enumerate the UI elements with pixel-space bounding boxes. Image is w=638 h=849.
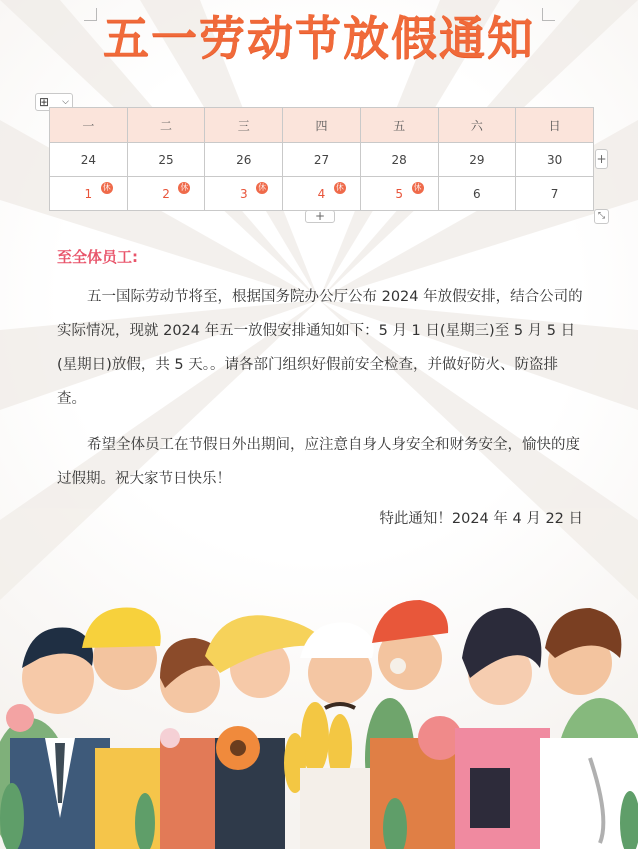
weekday-header: 日	[516, 108, 594, 143]
date-cell[interactable]: 25	[127, 143, 205, 177]
date-cell[interactable]: 26	[205, 143, 283, 177]
date-number: 3	[239, 186, 248, 201]
date-number: 2	[162, 186, 170, 201]
holiday-date-cell[interactable]	[360, 177, 438, 211]
weekday-header: 一	[50, 108, 128, 143]
date-number: 4	[317, 186, 326, 201]
holiday-badge: 休	[102, 183, 111, 192]
date-cell[interactable]: 24	[50, 143, 128, 177]
holiday-badge: 休	[180, 183, 189, 192]
notice-text: 五一国际劳动节将至，根据国务院办公厅公布 2024 年放假安排，结合公司的实际情况，现就 2024 年五一放假安排通知如下：5 月 1 日(星期三)至 5 月 5 日(星期日)放假，共 5 天。。请各部门组织好假前安全检查，并做好防火、防盗排查。	[57, 289, 583, 407]
notice-text: 希望全体员工在节假日外出期间，应注意自身人身安全和财务安全，愉快的度过假期。祝大家节日快乐！	[57, 437, 580, 487]
chevron-down-icon: ⌵	[62, 97, 69, 107]
holiday-date-cell[interactable]	[50, 177, 128, 211]
greeting: 至全体员工:	[57, 248, 138, 266]
date-number: 5	[395, 186, 403, 201]
add-row-button[interactable]: +	[305, 210, 335, 223]
holiday-badge: 休	[413, 183, 422, 192]
calendar-header-row	[50, 108, 594, 143]
date-cell[interactable]: 29	[438, 143, 516, 177]
holiday-date-cell[interactable]	[205, 177, 283, 211]
table-move-icon: ⊞	[39, 95, 50, 109]
resize-table-handle[interactable]: ⤡	[594, 209, 609, 224]
weekday-header: 二	[127, 108, 205, 143]
add-column-button[interactable]: +	[595, 149, 608, 169]
date-cell[interactable]: 6	[438, 177, 516, 211]
holiday-date-cell[interactable]	[127, 177, 205, 211]
date-cell[interactable]: 30	[516, 143, 594, 177]
weekday-header: 六	[438, 108, 516, 143]
holiday-date-cell[interactable]	[283, 177, 361, 211]
date-cell[interactable]: 27	[283, 143, 361, 177]
calendar-week-row	[50, 143, 594, 177]
calendar-table[interactable]	[49, 107, 594, 211]
weekday-header: 四	[283, 108, 361, 143]
date-cell[interactable]: 7	[516, 177, 594, 211]
workers-illustration	[0, 588, 638, 849]
date-number: 1	[84, 186, 93, 201]
holiday-badge: 休	[335, 183, 344, 192]
page-title: 五一劳动节放假通知	[103, 11, 535, 65]
holiday-badge: 休	[258, 183, 267, 192]
weekday-header: 三	[205, 108, 283, 143]
notice-paragraph-2	[57, 428, 583, 496]
calendar-week-row	[50, 177, 594, 211]
weekday-header: 五	[360, 108, 438, 143]
date-cell[interactable]: 28	[360, 143, 438, 177]
notice-paragraph-1	[57, 280, 583, 416]
signoff-line: 特此通知！2024 年 4 月 22 日	[379, 511, 583, 527]
